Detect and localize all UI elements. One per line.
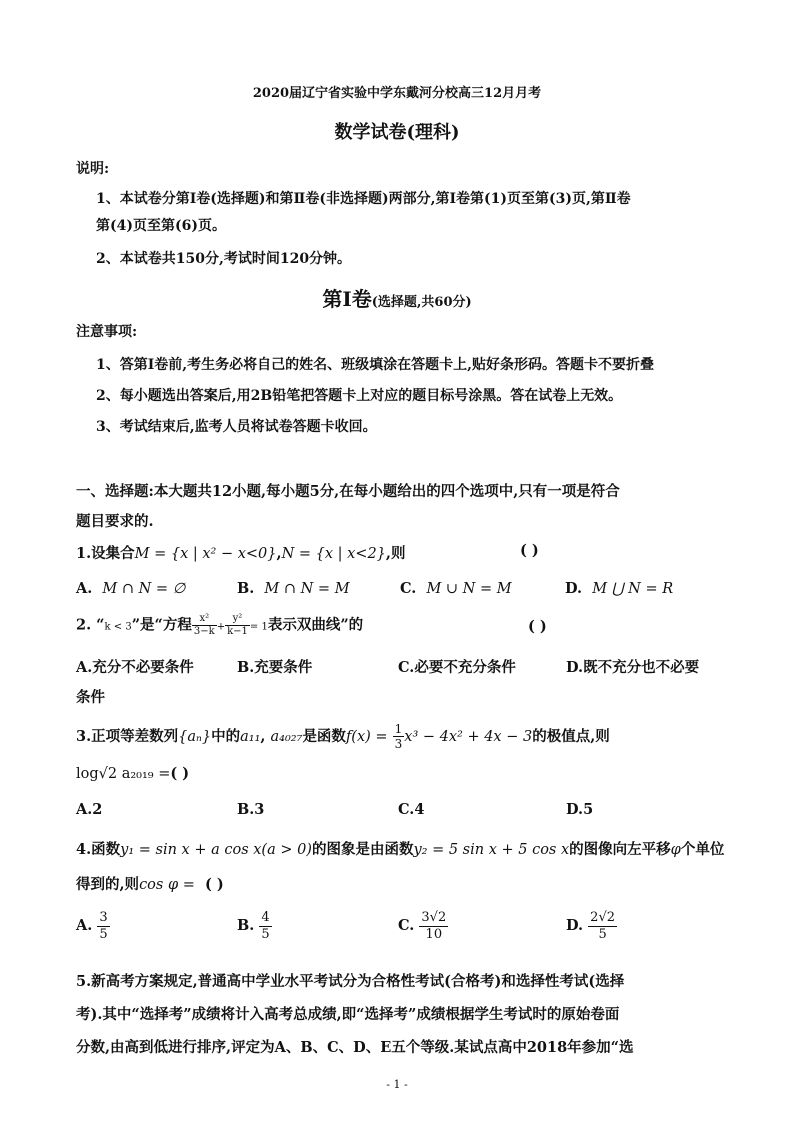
q1-option-c <box>400 580 512 597</box>
q3-frac-num: 1 <box>394 722 403 736</box>
q1-suffix: ,则 <box>385 545 406 562</box>
intro-item-1-cont: 第(4)页至第(6)页。 <box>96 218 226 234</box>
q2-condition: k < 3 <box>104 621 132 633</box>
q1-option-d-text: M ⋃ N = R <box>592 581 674 597</box>
notes-item-2: 2、每小题选出答案后,用2B铅笔把答题卡上对应的题目标号涂黑。答在试卷上无效。 <box>96 388 623 404</box>
q4-opt-b-num: 4 <box>261 910 270 925</box>
q1-answer-paren: ( ) <box>520 542 539 559</box>
q3-option-a: A.2 <box>76 801 103 818</box>
q4-suffix: 的图像向左平移 <box>569 841 671 858</box>
q2-plus: + <box>216 621 226 633</box>
q3-a4027: a₄₀₂₇ <box>270 728 303 745</box>
q4-mid: 的图象是由函数 <box>311 841 414 858</box>
notes-item-3: 3、考试结束后,监考人员将试卷答题卡收回。 <box>96 419 377 435</box>
q3-option-d: D.5 <box>566 801 594 818</box>
q1-option-d-label: D. <box>565 580 583 597</box>
q1-set-n: N = {x | x<2} <box>281 546 386 562</box>
q4-option-d-frac <box>588 910 617 942</box>
question-4 <box>76 838 724 859</box>
q3-mid1: 中的 <box>211 727 241 745</box>
question-5-line1: 5.新高考方案规定,普通高中学业水平考试分为合格性考试(合格考)和选择性考试(选择 <box>76 973 625 990</box>
notes-label: 注意事项: <box>76 324 138 340</box>
q1-set-m: M = {x | x² − x<0} <box>134 546 277 562</box>
intro-label: 说明: <box>76 161 110 177</box>
q2-prefix: 2. “ <box>76 616 105 634</box>
q3-fraction <box>393 722 405 752</box>
q2-answer-paren: ( ) <box>528 618 547 635</box>
q4-answer-paren: ( ) <box>204 876 224 893</box>
q4-opt-c-den: 10 <box>425 926 443 942</box>
q3-log: log√2 a₂₀₁₉ = <box>76 766 171 782</box>
q3-option-b: B.3 <box>237 801 265 818</box>
q3-mid2: 是函数 <box>302 727 346 745</box>
q4-option-c-frac <box>419 910 448 942</box>
q2-mid: ”是“方程 <box>131 616 192 634</box>
q2-option-a: A.充分不必要条件 <box>76 659 194 676</box>
intro-item-1: 1、本试卷分第Ⅰ卷(选择题)和第Ⅱ卷(非选择题)两部分,第Ⅰ卷第(1)页至第(3)页,第Ⅱ卷 <box>96 191 631 207</box>
q3-expression: x³ − 4x² + 4x − 3 <box>404 728 533 745</box>
q1-sep: , <box>276 545 282 562</box>
q4-opt-a-den: 5 <box>99 926 108 942</box>
q1-option-b-label: B. <box>237 580 255 597</box>
q3-comma: , <box>260 727 266 745</box>
exam-title: 数学试卷(理科) <box>334 122 460 143</box>
q2-frac2-num: y² <box>225 613 250 626</box>
q1-option-d <box>565 580 673 597</box>
q1-option-b-text: M ∩ N = M <box>264 581 350 597</box>
q4-option-a <box>76 910 110 942</box>
q1-option-c-text: M ∪ N = M <box>426 581 512 597</box>
question-4-line2 <box>76 873 224 894</box>
q4-option-b-label: B. <box>237 917 255 935</box>
q3-option-c: C.4 <box>398 801 425 818</box>
q2-eq: = 1 <box>249 621 268 633</box>
question-1 <box>76 542 405 563</box>
q4-opt-c-num: 3√2 <box>421 910 447 925</box>
section-1-title <box>0 283 794 312</box>
q2-frac1-num: x² <box>192 613 217 626</box>
q4-y1: y₁ = sin x + a cos x(a > 0) <box>120 842 312 858</box>
q3-sequence: {aₙ} <box>178 728 212 745</box>
q2-frac1-den: 3−k <box>193 626 215 637</box>
q4-y2: y₂ = 5 sin x + 5 cos x <box>413 842 570 858</box>
q3-prefix: 3.正项等差数列 <box>76 727 179 745</box>
q4-option-d-label: D. <box>566 917 584 935</box>
intro-item-2: 2、本试卷共150分,考试时间120分钟。 <box>96 251 352 267</box>
q3-answer-paren: ( ) <box>170 765 190 782</box>
q1-option-c-label: C. <box>400 580 417 597</box>
page-number: - 1 - <box>386 1078 408 1091</box>
q3-fx: f(x) = <box>345 728 388 745</box>
q3-suffix: 的极值点,则 <box>532 727 610 745</box>
q4-opt-d-den: 5 <box>598 926 607 942</box>
q1-option-b <box>237 580 350 597</box>
q2-fraction-1 <box>192 613 217 638</box>
question-5-line3: 分数,由高到低进行排序,评定为A、B、C、D、E五个等级.某试点高中2018年参加“选 <box>76 1039 634 1056</box>
q3-a11: a₁₁ <box>240 728 261 745</box>
question-2 <box>76 613 363 638</box>
q2-option-d: D.既不充分也不必要 <box>566 659 700 676</box>
q4-option-b <box>237 910 272 942</box>
q2-option-c: C.必要不充分条件 <box>398 659 516 676</box>
q3-frac-den: 3 <box>394 737 403 752</box>
q4-opt-d-num: 2√2 <box>590 910 615 925</box>
q3-log-line <box>76 765 189 782</box>
q4-phi: φ <box>670 842 681 858</box>
q2-suffix: 表示双曲线”的 <box>267 616 364 634</box>
q2-frac2-den: k−1 <box>227 626 248 637</box>
q1-prefix: 1.设集合 <box>76 545 135 562</box>
q2-option-d-cont: 条件 <box>76 689 105 706</box>
exam-header: 2020届辽宁省实验中学东戴河分校高三12月月考 <box>252 86 542 101</box>
q4-opt-b-den: 5 <box>261 926 270 942</box>
question-3 <box>76 722 610 752</box>
section-1-subtitle: (选择题,共60分) <box>371 295 472 310</box>
q4-line2-prefix: 得到的,则 <box>76 876 140 893</box>
q4-option-d <box>566 910 617 942</box>
q2-option-b: B.充要条件 <box>237 659 313 676</box>
q4-option-c <box>398 910 448 942</box>
question-5-line2: 考).其中“选择考”成绩将计入高考总成绩,即“选择考”成绩根据学生考试时的原始卷面 <box>76 1006 620 1023</box>
q4-option-a-frac <box>97 910 109 942</box>
section-1-heading: 第Ⅰ卷 <box>322 287 372 311</box>
q1-option-a <box>76 580 185 597</box>
q2-fraction-2 <box>225 613 250 638</box>
q4-prefix: 4.函数 <box>76 841 121 858</box>
q4-opt-a-num: 3 <box>99 910 108 925</box>
q4-suffix2: 个单位 <box>680 841 725 858</box>
part1-intro-line2: 题目要求的. <box>76 513 154 530</box>
part1-intro-line1: 一、选择题:本大题共12小题,每小题5分,在每小题给出的四个选项中,只有一项是符合 <box>76 483 620 500</box>
q4-option-a-label: A. <box>76 917 93 935</box>
q4-option-b-frac <box>259 910 271 942</box>
q1-option-a-label: A. <box>76 580 93 597</box>
q4-option-c-label: C. <box>398 917 415 935</box>
q4-cos: cos φ = <box>139 877 195 893</box>
q1-option-a-text: M ∩ N = ∅ <box>102 581 186 597</box>
notes-item-1: 1、答第Ⅰ卷前,考生务必将自己的姓名、班级填涂在答题卡上,贴好条形码。答题卡不要折叠 <box>96 357 655 373</box>
